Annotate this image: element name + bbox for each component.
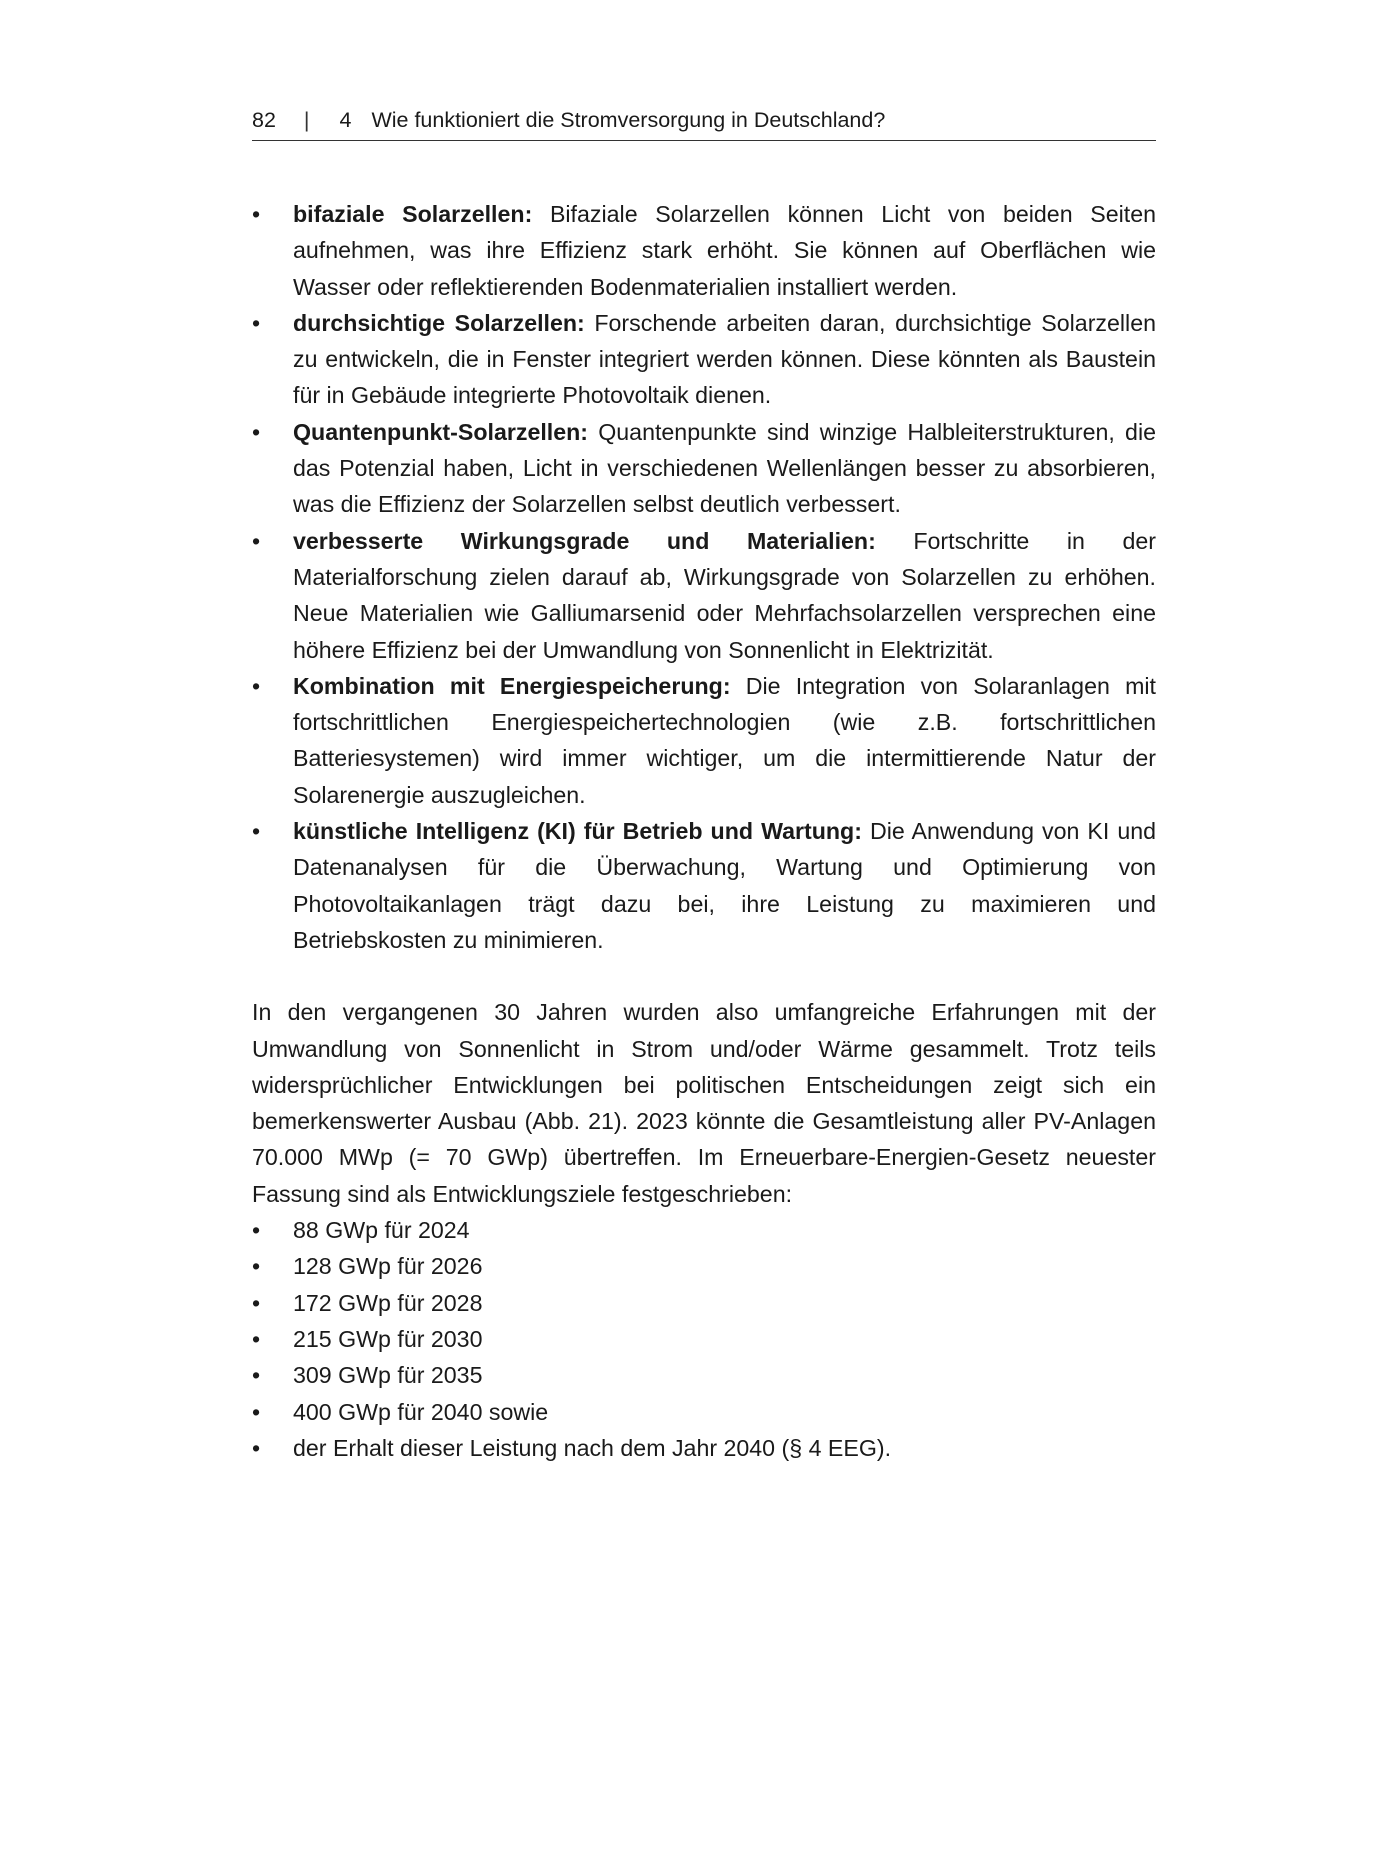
list-item-text: Die Anwendung von KI und Datenanalysen für die Überwachung, Wartung und Optimierung von Photovoltaikanlagen trägt dazu bei, ihre Leistung zu maximieren und Betriebskosten zu minimieren. [293, 818, 1157, 953]
list-item [252, 196, 1156, 305]
list-item [252, 414, 1156, 523]
list-item-text: Bifaziale Solarzellen können Licht von beiden Seiten aufnehmen, was ihre Effizienz stark erhöht. Sie können auf Oberflächen wie Wasser oder reflektierenden Bodenmaterialien installiert werden. [293, 201, 1156, 300]
bullet-icon: • [252, 201, 261, 227]
bullet-icon: • [252, 418, 261, 445]
bullet-icon: • [252, 309, 261, 336]
page-body [252, 196, 1156, 1466]
header-separator: | [303, 108, 310, 132]
list-item [252, 1321, 1156, 1357]
bullet-icon: • [252, 1398, 261, 1425]
list-item-term: verbesserte Wirkungsgrade und Materialien: [293, 527, 876, 554]
list-item [252, 1285, 1156, 1321]
targets-list [252, 1212, 1156, 1466]
bullet-icon: • [252, 527, 261, 554]
list-item [252, 1430, 1156, 1466]
page-number: 82 [252, 108, 276, 132]
list-item-text: Fortschritte in der Materialforschung zielen darauf ab, Wirkungsgrade von Solarzellen zu erhöhen. Neue Materialien wie Galliumarsenid oder Mehrfachsolarzellen versprechen eine höhere Effizienz bei der Umwandlung von Sonnenlicht in Elektrizität. [293, 527, 1156, 663]
list-item [252, 813, 1156, 958]
chapter-number: 4 [339, 108, 352, 132]
technology-list [252, 196, 1156, 958]
list-item-term: bifaziale Solarzellen: [293, 201, 533, 227]
list-item [252, 1394, 1156, 1430]
list-item-text: Die Integration von Solaranlagen mit fortschrittlichen Energiespeichertechnologien (wie z.B. fortschrittlichen Batteriesystemen) wird immer wichtiger, um die intermittierende Natur der Solarenergie auszugleichen. [293, 672, 1156, 808]
list-item [252, 1212, 1156, 1248]
list-item-term: Quantenpunkt-Solarzellen: [293, 418, 589, 445]
bullet-icon: • [252, 1325, 261, 1352]
list-item-text: 88 GWp für 2024 [293, 1217, 470, 1244]
list-item-text: 215 GWp für 2030 [293, 1325, 483, 1352]
bullet-icon: • [252, 818, 261, 845]
list-item-text: 128 GWp für 2026 [293, 1253, 483, 1280]
bullet-icon: • [252, 672, 261, 699]
list-item [252, 1248, 1156, 1284]
list-item [252, 1357, 1156, 1393]
list-item-term: künstliche Intelligenz (KI) für Betrieb und Wartung: [293, 818, 862, 845]
body-paragraph: In den vergangenen 30 Jahren wurden also umfangreiche Erfahrungen mit der Umwandlung von Sonnenlicht in Strom und/oder Wärme gesammelt. Trotz teils widersprüchlicher Entwicklungen bei politischen Entscheidungen zeigt sich ein bemerkenswerter Ausbau (Abb. 21). 2023 könnte die Gesamtleistung aller PV-Anlagen 70.000 MWp (= 70 GWp) übertreffen. Im Erneuerbare-Energien-Gesetz neuester Fassung sind als Entwicklungsziele festgeschrieben: [252, 999, 1156, 1207]
list-item-term: Kombination mit Energiespeicherung: [293, 672, 731, 699]
chapter-title: Wie funktioniert die Stromversorgung in Deutschland? [371, 108, 886, 132]
running-header [252, 100, 1156, 141]
list-item-text: Forschende arbeiten daran, durchsichtige Solarzellen zu entwickeln, die in Fenster integriert werden können. Diese könnten als Baustein für in Gebäude integrierte Photovoltaik dienen. [293, 309, 1156, 409]
bullet-icon: • [252, 1289, 261, 1316]
bullet-icon: • [252, 1434, 261, 1461]
bullet-icon: • [252, 1362, 261, 1389]
list-item [252, 668, 1156, 813]
list-item-text: 172 GWp für 2028 [293, 1289, 483, 1316]
list-item-term: durchsichtige Solarzellen: [293, 309, 585, 336]
list-item-text: Quantenpunkte sind winzige Halbleiterstrukturen, die das Potenzial haben, Licht in verschiedenen Wellenlängen besser zu absorbieren, was die Effizienz der Solarzellen selbst deutlich verbessert. [293, 418, 1156, 518]
list-item [252, 305, 1156, 414]
list-item-text: 309 GWp für 2035 [293, 1362, 483, 1389]
bullet-icon: • [252, 1253, 261, 1280]
bullet-icon: • [252, 1217, 261, 1244]
list-item [252, 523, 1156, 668]
list-item-text: der Erhalt dieser Leistung nach dem Jahr 2040 (§ 4 EEG). [293, 1434, 892, 1461]
list-item-text: 400 GWp für 2040 sowie [293, 1398, 549, 1425]
